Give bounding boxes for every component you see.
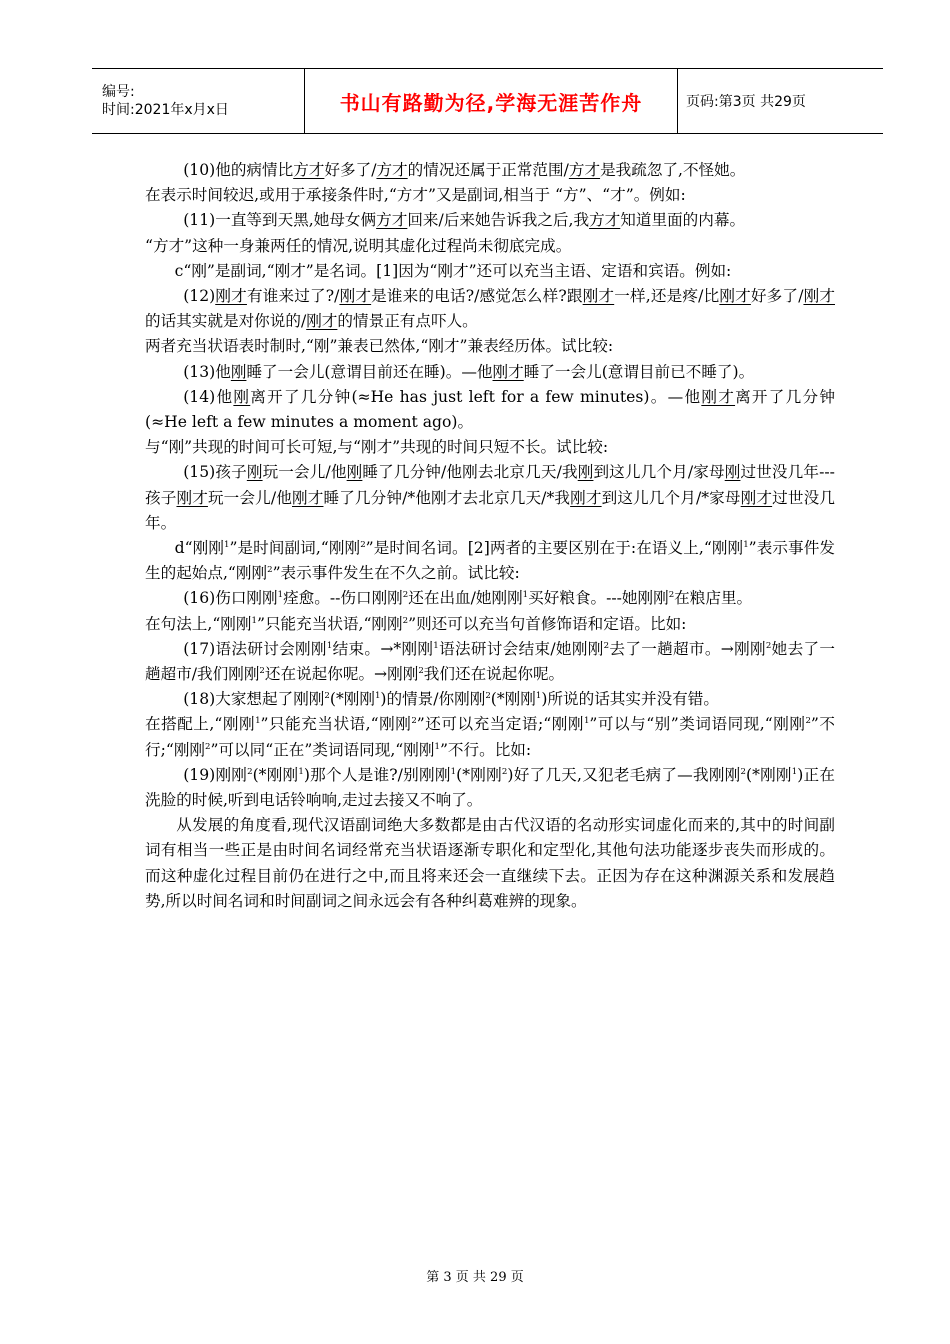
paragraph-d: d“刚刚$^1$”是时间副词,“刚刚$^2$”是时间名词。[2]两者的主要区别在于:在语义上,“刚刚$^1$”表示事件发生的起始点,“刚刚$^2$”表示事件发生在不久之前。试比较: (145, 539, 835, 583)
time-label: 时间:2021年x月x日 (102, 102, 229, 118)
paragraph-conclusion: 从发展的角度看,现代汉语副词绝大多数都是由古代汉语的名动形实词虚化而来的,其中的时间副词有相当一些正是由时间名词经常充当状语逐渐专职化和定型化,其他句法功能逐步丧失而形成的。而这种虚化过程目前仍在进行之中,而且将来还会一直继续下去。正因为存在这种渊源关系和发展趋势,所以时间名词和时间副词之间永远会有各种纠葛难辨的现象。 (145, 816, 835, 910)
paragraph-collocation: 在搭配上,“刚刚$^1$”只能充当状语,“刚刚$^2$”还可以充当定语;“刚刚$^1$”可以与“别”类词语同现,“刚刚$^2$”不行;“刚刚$^2$”可以同“正在”类词语同现,“刚刚$^1$”不行。比如: (145, 715, 835, 759)
example-13: (13)他刚睡了一会儿(意谓目前还在睡)。—他刚才睡了一会儿(意谓目前已不睡了)。 (183, 362, 755, 381)
example-12: (12)刚才有谁来过了?/刚才是谁来的电话?/感觉怎么样?跟刚才一样,还是疼/比刚才好多了/刚才的话其实就是对你说的/刚才的情景正有点吓人。 (145, 287, 835, 331)
example-16: (16)伤口刚刚$^1$痊愈。--伤口刚刚$^2$还在出血/她刚刚$^1$买好粮食。---她刚刚$^2$在粮店里。 (183, 589, 753, 608)
paragraph-comparison: 两者充当状语表时制时,“刚”兼表已然体,“刚才”兼表经历体。试比较: (145, 337, 614, 356)
example-18: (18)大家想起了刚刚$^2$(*刚刚$^1$)的情景/你刚刚$^2$(*刚刚$^1$)所说的话其实并没有错。 (183, 690, 719, 709)
paragraph-c: c“刚”是副词,“刚才”是名词。[1]因为“刚才”还可以充当主语、定语和宾语。例如: (174, 261, 732, 280)
example-17: (17)语法研讨会刚刚$^1$结束。→*刚刚$^1$语法研讨会结束/她刚刚$^2$去了一趟超市。→刚刚$^2$她去了一趟超市/我们刚刚$^2$还在说起你呢。→刚刚$^2$我们还在说起你呢。 (145, 639, 835, 684)
paragraph-fangcai: “方才”这种一身兼两任的情况,说明其虚化过程尚未彻底完成。 (145, 236, 572, 255)
example-15: (15)孩子刚玩一会儿/他刚睡了几分钟/他刚去北京几天/我刚到这儿几个月/家母刚过世没几年---孩子刚才玩一会儿/他刚才睡了几分钟/*他刚才去北京几天/*我刚才到这儿几个月/*家母刚才过世没几年。 (145, 463, 835, 532)
paragraph-syntax: 在句法上,“刚刚$^1$”只能充当状语,“刚刚$^2$”则还可以充当句首修饰语和定语。比如: (145, 614, 687, 633)
example-14: (14)他刚离开了几分钟(≈He has just left for a few minutes)。—他刚才离开了几分钟(≈He left a few minutes a moment ago)。 (145, 387, 835, 432)
header-meta (92, 69, 305, 134)
paragraph-duration: 与“刚”共现的时间可长可短,与“刚才”共现的时间只短不长。试比较: (145, 438, 609, 457)
motto: 书山有路勤为径,学海无涯苦作舟 (339, 90, 643, 115)
page-info: 页码:第3页 共29页 (686, 94, 806, 110)
header-motto-cell (305, 69, 678, 134)
paragraph-time-later: 在表示时间较迟,或用于承接条件时,“方才”又是副词,相当于 “方”、“才”。例如: (145, 186, 686, 205)
page-footer: 第 3 页 共 29 页 (426, 1270, 524, 1285)
example-10: (10)他的病情比方才好多了/方才的情况还属于正常范围/方才是我疏忽了,不怪她。 (183, 161, 746, 179)
code-label: 编号: (102, 84, 135, 100)
document-body (145, 158, 835, 914)
example-11: (11)一直等到天黑,她母女俩方才回来/后来她告诉我之后,我方才知道里面的内幕。 (183, 211, 746, 230)
example-19: (19)刚刚$^2$(*刚刚$^1$)那个人是谁?/别刚刚$^1$(*刚刚$^2$)好了几天,又犯老毛病了—我刚刚$^2$(*刚刚$^1$)正在洗脸的时候,听到电话铃响响,走过去接又不响了。 (145, 765, 835, 810)
page-header (92, 68, 883, 134)
